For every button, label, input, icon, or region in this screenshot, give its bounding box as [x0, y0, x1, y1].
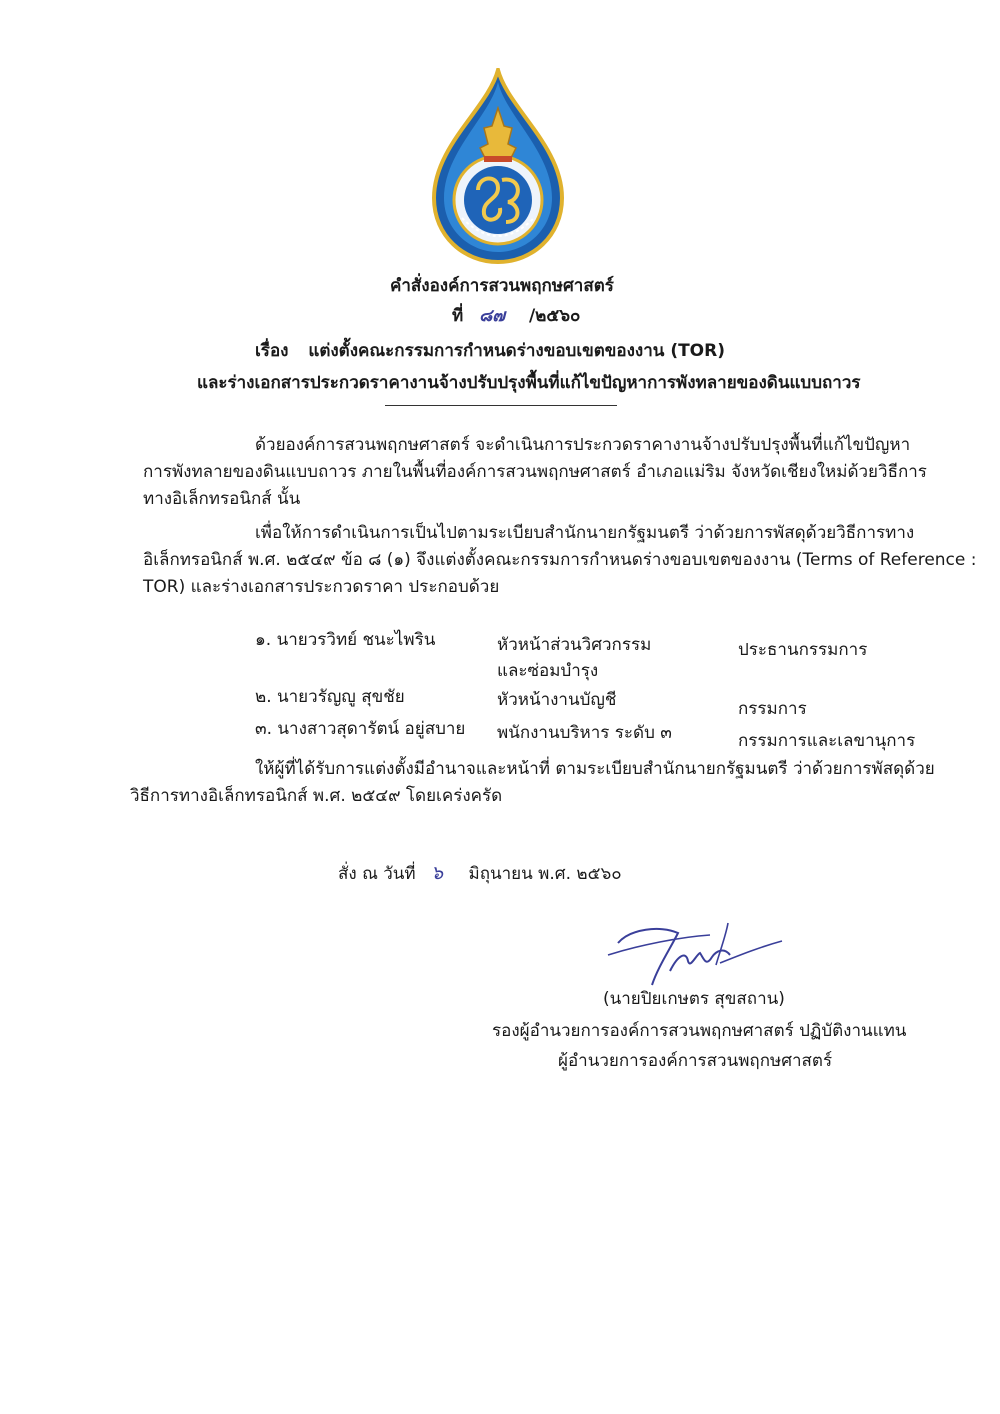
- member-1-role: ประธานกรรมการ: [738, 640, 868, 660]
- date-day-handwritten: ๖: [431, 862, 444, 884]
- member-1-name: ๑. นายวรวิทย์ ชนะไพริน: [255, 630, 436, 650]
- organization-emblem: [428, 68, 568, 264]
- header-divider: [385, 405, 617, 406]
- paragraph-3-line-2: วิธีการทางอิเล็กทรอนิกส์ พ.ศ. ๒๕๔๙ โดยเคร่งครัด: [130, 786, 503, 806]
- member-1-position-2: และซ่อมบำรุง: [497, 661, 599, 681]
- signatory-name: (นายปิยเกษตร สุขสถาน): [603, 989, 785, 1009]
- member-3-role: กรรมการและเลขานุการ: [738, 731, 916, 751]
- paragraph-3-line-1: ให้ผู้ที่ได้รับการแต่งตั้งมีอำนาจและหน้าที่ ตามระเบียบสำนักนายกรัฐมนตรี ว่าด้วยการพัสดุด้วย: [255, 759, 935, 779]
- subject-line-2: และร่างเอกสารประกวดราคางานจ้างปรับปรุงพื้นที่แก้ไขปัญหาการพังทลายของดินแบบถาวร: [197, 373, 861, 393]
- paragraph-3: [130, 756, 935, 810]
- member-3-name: ๓. นางสาวสุดารัตน์ อยู่สบาย: [255, 719, 466, 739]
- order-title: คำสั่งองค์การสวนพฤกษศาสตร์: [390, 276, 614, 296]
- member-2-role: กรรมการ: [738, 699, 807, 719]
- date-prefix: สั่ง ณ วันที่: [338, 864, 416, 884]
- order-date: [338, 858, 622, 888]
- member-3-position: พนักงานบริหาร ระดับ ๓: [497, 723, 672, 743]
- paragraph-1: [143, 432, 927, 513]
- member-2-position: หัวหน้างานบัญชี: [497, 690, 617, 710]
- member-2-name: ๒. นายวรัญญู สุขชัย: [255, 687, 405, 707]
- paragraph-2: [143, 520, 977, 601]
- signatory-title-2: ผู้อำนวยการองค์การสวนพฤกษศาสตร์: [558, 1051, 833, 1071]
- order-number-prefix: ที่: [452, 306, 464, 326]
- subject-label: เรื่อง: [255, 341, 289, 361]
- paragraph-1-line-1: ด้วยองค์การสวนพฤกษศาสตร์ จะดำเนินการประกวดราคางานจ้างปรับปรุงพื้นที่แก้ไขปัญหา: [255, 435, 911, 455]
- subject-text: แต่งตั้งคณะกรรมการกำหนดร่างขอบเขตของงาน (TOR): [308, 341, 725, 361]
- order-number-suffix: /๒๕๖๐: [528, 306, 581, 326]
- order-number: [452, 302, 580, 329]
- paragraph-1-line-2: การพังทลายของดินแบบถาวร ภายในพื้นที่องค์การสวนพฤกษศาสตร์ อำเภอแม่ริม จังหวัดเชียงใหม่ด้วยวิธีการ: [143, 462, 927, 482]
- paragraph-2-line-1: เพื่อให้การดำเนินการเป็นไปตามระเบียบสำนักนายกรัฐมนตรี ว่าด้วยการพัสดุด้วยวิธีการทาง: [255, 523, 915, 543]
- date-suffix: มิถุนายน พ.ศ. ๒๕๖๐: [468, 864, 622, 884]
- member-1-position: หัวหน้าส่วนวิศวกรรม: [497, 635, 652, 655]
- paragraph-2-line-2: อิเล็กทรอนิกส์ พ.ศ. ๒๕๔๙ ข้อ ๘ (๑) จึงแต่งตั้งคณะกรรมการกำหนดร่างขอบเขตของงาน (Terms of Reference :: [143, 550, 977, 570]
- signatory-title-1: รองผู้อำนวยการองค์การสวนพฤกษศาสตร์ ปฏิบัติงานแทน: [492, 1021, 907, 1041]
- order-number-handwritten: ๘๗: [479, 306, 506, 326]
- handwritten-signature: [600, 915, 790, 995]
- subject-line-1: [255, 337, 725, 364]
- paragraph-2-line-3: TOR) และร่างเอกสารประกวดราคา ประกอบด้วย: [143, 577, 500, 597]
- paragraph-1-line-3: ทางอิเล็กทรอนิกส์ นั้น: [143, 489, 301, 509]
